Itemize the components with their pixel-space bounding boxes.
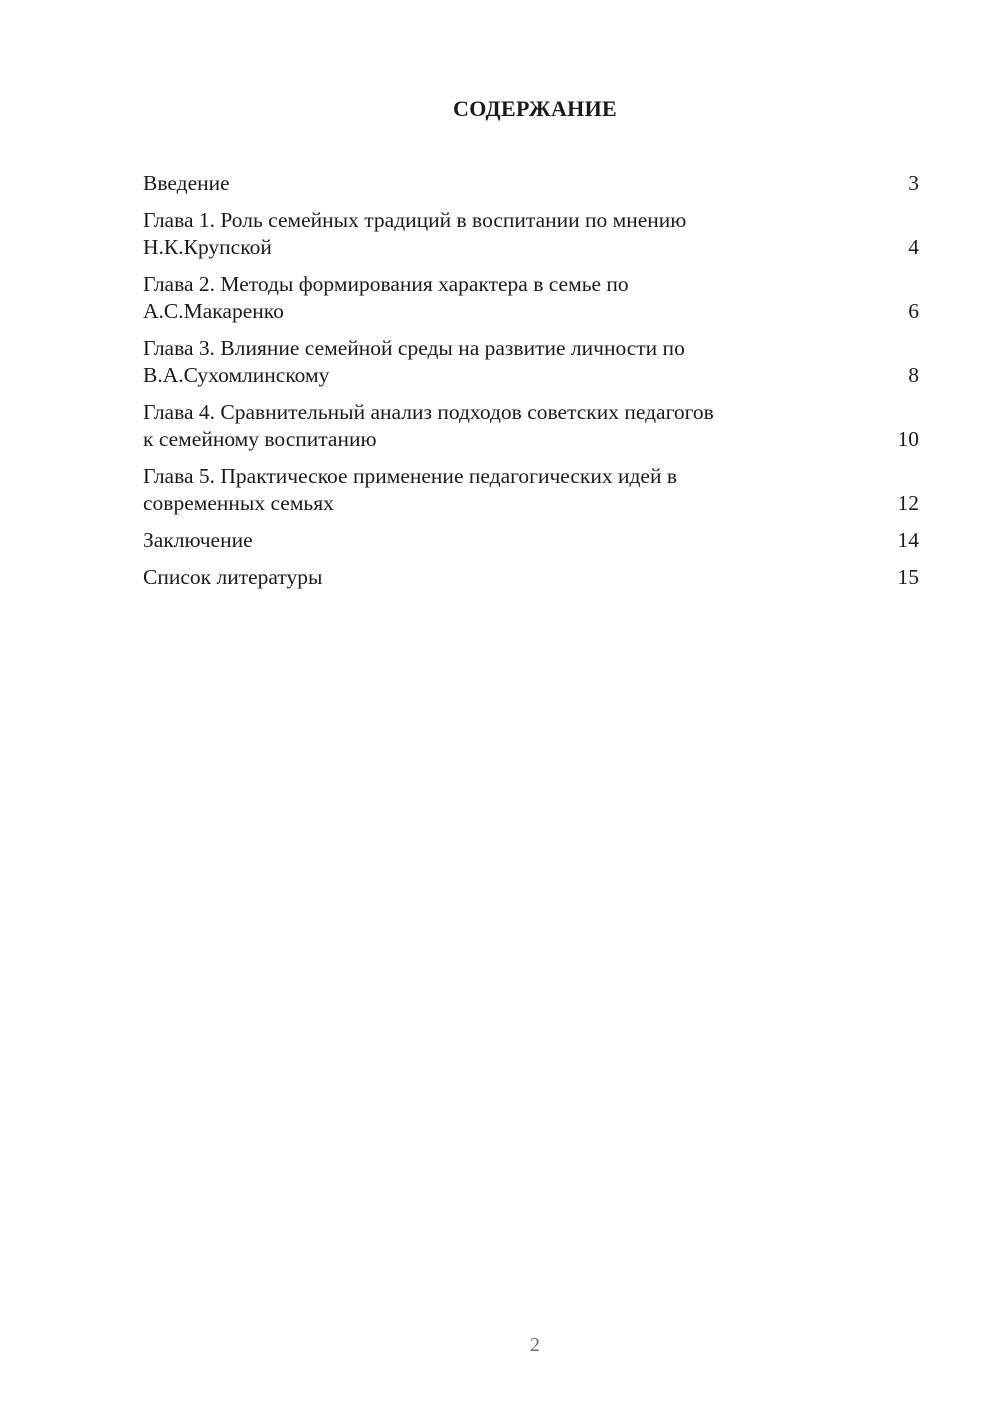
toc-entry-chapter-3 (143, 335, 919, 389)
toc-entry-title: Глава 2. Методы формирования характера в семье по А.С.Макаренко (143, 272, 629, 323)
page-title: СОДЕРЖАНИЕ (453, 96, 617, 121)
toc-entry-introduction (143, 170, 919, 197)
toc-entry-chapter-1 (143, 207, 919, 261)
toc-entry-page: 4 (908, 235, 919, 259)
toc-entry-title: Глава 4. Сравнительный анализ подходов советских педагогов к семейному воспитанию (143, 400, 714, 451)
toc-entry-page: 14 (897, 528, 919, 552)
toc-entry-page: 12 (897, 491, 919, 515)
table-of-contents (143, 170, 919, 601)
toc-entry-title: Глава 5. Практическое применение педагогических идей в современных семьях (143, 464, 677, 515)
toc-entry-title: Введение (143, 171, 230, 195)
toc-entry-chapter-2 (143, 271, 919, 325)
toc-entry-page: 15 (897, 565, 919, 589)
toc-entry-conclusion (143, 527, 919, 554)
toc-entry-page: 8 (908, 363, 919, 387)
toc-entry-title: Заключение (143, 528, 253, 552)
toc-entry-page: 6 (908, 299, 919, 323)
toc-entry-bibliography (143, 564, 919, 591)
toc-entry-title: Глава 1. Роль семейных традиций в воспитании по мнению Н.К.Крупской (143, 208, 687, 259)
toc-entry-title: Список литературы (143, 565, 323, 589)
toc-entry-chapter-5 (143, 463, 919, 517)
toc-entry-page: 3 (908, 171, 919, 195)
page-number: 2 (530, 1334, 540, 1356)
toc-entry-chapter-4 (143, 399, 919, 453)
toc-entry-title: Глава 3. Влияние семейной среды на развитие личности по В.А.Сухомлинскому (143, 336, 685, 387)
toc-entry-page: 10 (897, 427, 919, 451)
